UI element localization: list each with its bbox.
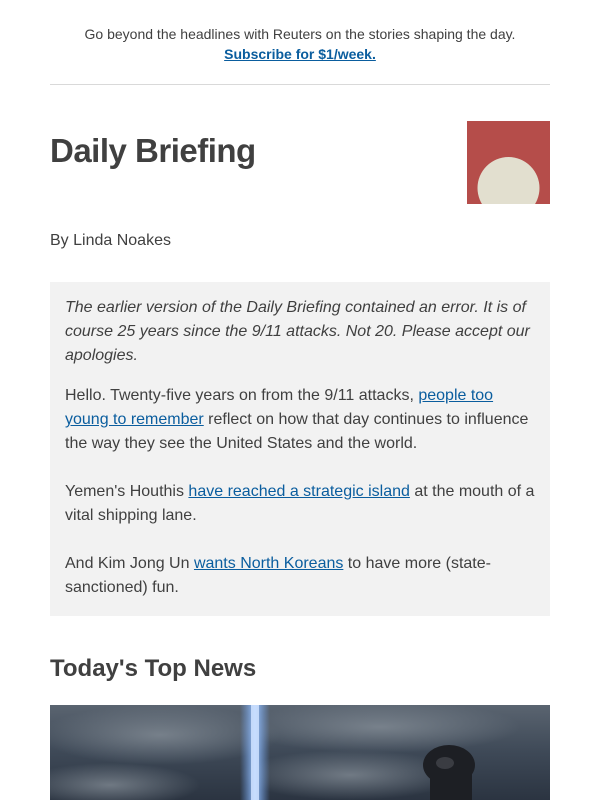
story-link-young-remember[interactable]: people too young to remember — [65, 387, 494, 428]
correction-notice: The earlier version of the Daily Briefing contained an error. It is of course 25 years since the 9/11 attacks. Not 20. Please accept our apologies. — [65, 299, 530, 364]
promo-text: Go beyond the headlines with Reuters on the stories shaping the day. — [84, 26, 516, 42]
hero-image[interactable] — [50, 705, 550, 800]
briefing-item — [65, 552, 535, 600]
briefing-summary — [50, 282, 550, 616]
subscription-promo — [50, 24, 550, 64]
briefing-text: reflect on how that day continues to influence the way they see the United States and the world. — [65, 411, 529, 452]
story-link-strategic-island[interactable]: have reached a strategic island — [188, 483, 410, 500]
daily-briefing-logo-icon — [467, 121, 550, 204]
briefing-text: to have more (state-sanctioned) fun. — [65, 555, 491, 596]
subscribe-link[interactable]: Subscribe for $1/week. — [224, 46, 376, 62]
briefing-text: Yemen's Houthis — [65, 483, 189, 500]
briefing-text: at the mouth of a vital shipping lane. — [65, 483, 535, 524]
page-title: Daily Briefing — [50, 132, 256, 169]
briefing-text: And Kim Jong Un — [65, 555, 194, 572]
header-divider — [50, 84, 550, 85]
author-byline: By Linda Noakes — [50, 232, 171, 249]
story-link-north-koreans[interactable]: wants North Koreans — [193, 555, 344, 572]
briefing-item — [65, 384, 535, 456]
briefing-text: Hello. Twenty-five years on from the 9/11 attacks, — [65, 387, 419, 404]
section-heading-top-news: Today's Top News — [50, 655, 257, 682]
briefing-item — [65, 480, 535, 528]
